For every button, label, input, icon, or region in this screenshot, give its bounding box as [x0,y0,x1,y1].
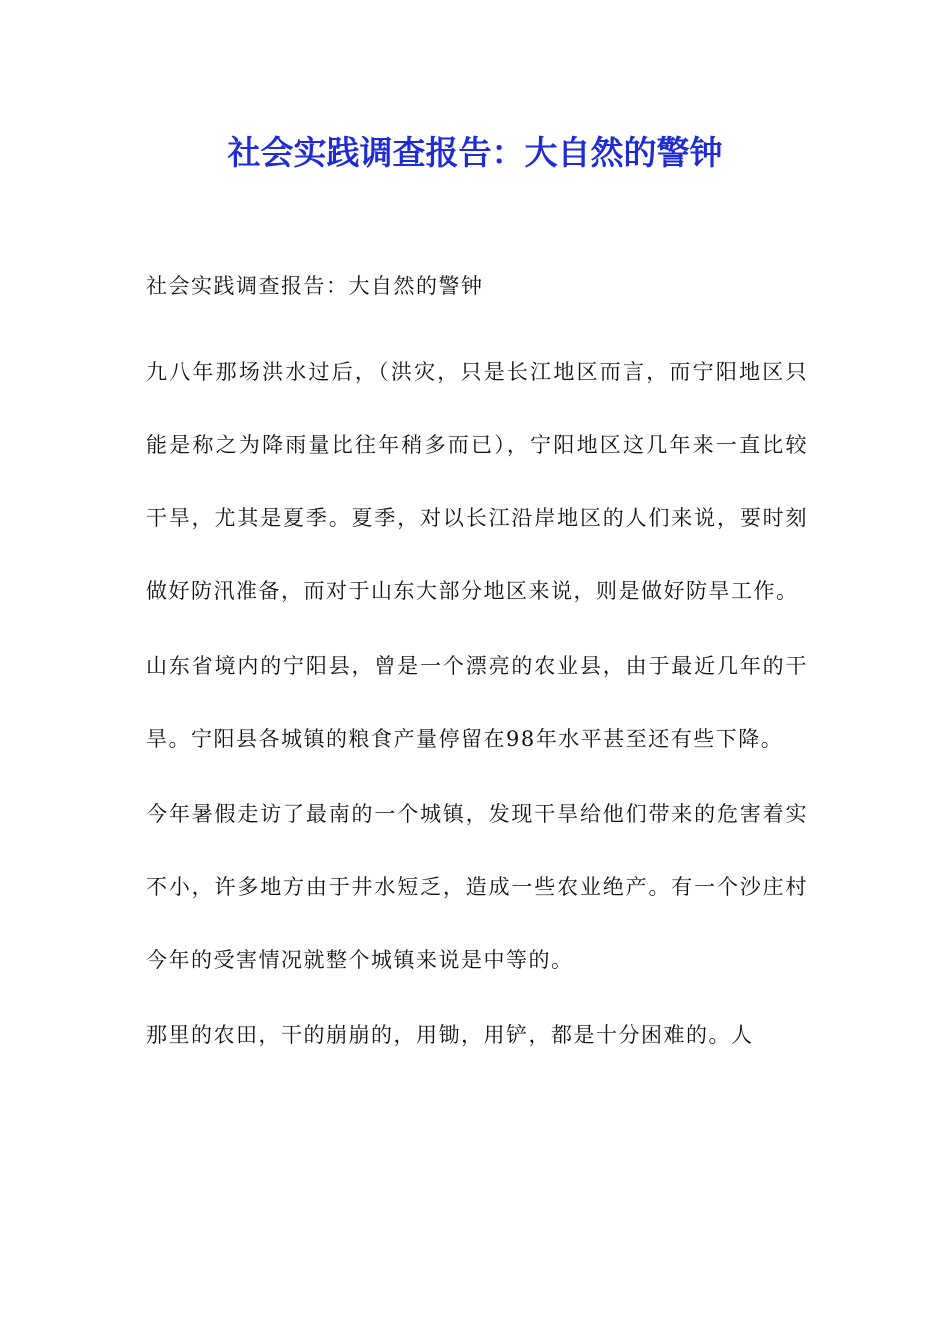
paragraph-3: 今年暑假走访了最南的一个城镇，发现干旱给他们带来的危害着实不小，许多地方由于井水短乏，造成一些农业绝产。有一个沙庄村今年的受害情况就整个城镇来说是中等的。 [146,802,808,972]
paragraph-4: 那里的农田，干的崩崩的，用锄，用铲，都是十分困难的。人 [146,1023,754,1047]
document-title: 社会实践调查报告：大自然的警钟 [227,133,723,172]
body-subtitle: 社会实践调查报告：大自然的警钟 [146,274,484,298]
paragraph-2: 山东省境内的宁阳县，曾是一个漂亮的农业县，由于最近几年的干旱。宁阳县各城镇的粮食产量停留在98年水平甚至还有些下降。 [146,654,808,751]
document-body [146,258,808,1074]
paragraph-1: 九八年那场洪水过后，（洪灾，只是长江地区而言，而宁阳地区只能是称之为降雨量比往年稍多而已），宁阳地区这几年来一直比较干旱，尤其是夏季。夏季，对以长江沿岸地区的人们来说，要时刻做好防汛准备，而对于山东大部分地区来说，则是做好防旱工作。 [146,360,808,603]
